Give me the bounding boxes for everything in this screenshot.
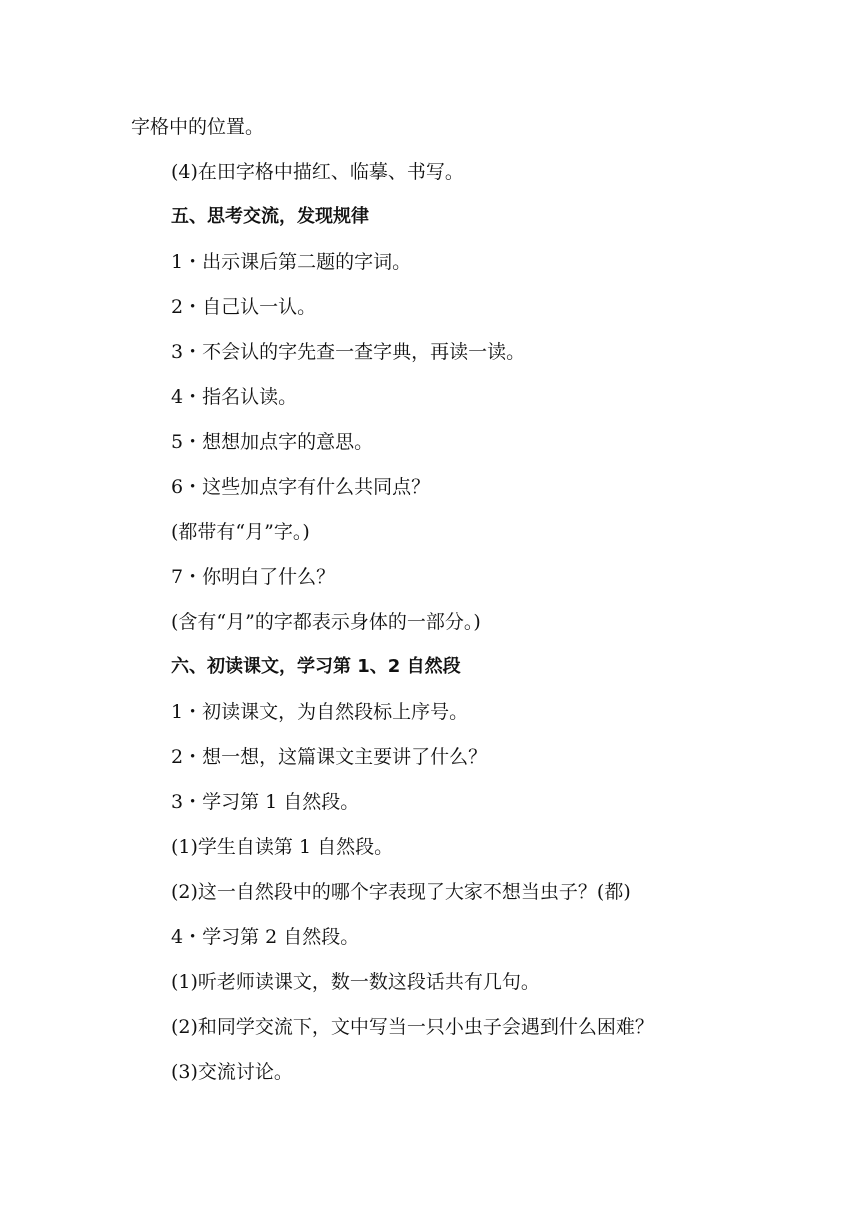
paragraph-line: (1)学生自读第 1 自然段。 bbox=[171, 836, 394, 858]
section-heading: 六、初读课文，学习第 1、2 自然段 bbox=[171, 656, 461, 677]
paragraph-line: 5・想想加点字的意思。 bbox=[171, 431, 374, 453]
paragraph-line: 3・学习第 1 自然段。 bbox=[171, 791, 360, 813]
paragraph-line: 2・想一想，这篇课文主要讲了什么？ bbox=[171, 746, 488, 768]
paragraph-line: 4・指名认读。 bbox=[171, 386, 298, 408]
paragraph-line: 3・不会认的字先查一查字典，再读一读。 bbox=[171, 341, 526, 363]
answer-line: (都带有“月”字。) bbox=[171, 521, 310, 543]
paragraph-line: 字格中的位置。 bbox=[131, 116, 265, 138]
paragraph-line: (2)和同学交流下，文中写当一只小虫子会遇到什么困难？ bbox=[171, 1016, 654, 1038]
paragraph-line: (3)交流讨论。 bbox=[171, 1061, 293, 1083]
paragraph-line: (4)在田字格中描红、临摹、书写。 bbox=[171, 161, 464, 183]
paragraph-line: 6・这些加点字有什么共同点？ bbox=[171, 476, 431, 498]
section-heading: 五、思考交流，发现规律 bbox=[171, 206, 369, 227]
answer-line: (含有“月”的字都表示身体的一部分。) bbox=[171, 611, 481, 633]
paragraph-line: (2)这一自然段中的哪个字表现了大家不想当虫子？(都) bbox=[171, 881, 631, 903]
paragraph-line: 1・初读课文，为自然段标上序号。 bbox=[171, 701, 469, 723]
paragraph-line: 1・出示课后第二题的字词。 bbox=[171, 251, 412, 273]
paragraph-line: (1)听老师读课文，数一数这段话共有几句。 bbox=[171, 971, 540, 993]
paragraph-line: 4・学习第 2 自然段。 bbox=[171, 926, 360, 948]
paragraph-line: 2・自己认一认。 bbox=[171, 296, 317, 318]
paragraph-line: 7・你明白了什么？ bbox=[171, 566, 336, 588]
